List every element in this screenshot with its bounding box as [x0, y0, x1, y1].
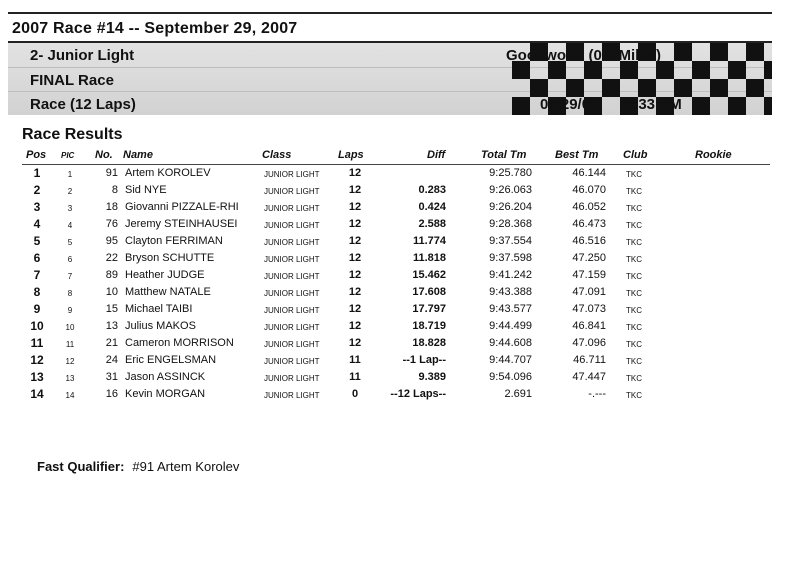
cell-total-time: 9:44.499 [489, 320, 532, 332]
cell-best-time: 46.711 [573, 354, 606, 366]
cell-pos: 5 [33, 234, 41, 248]
cell-number: 8 [111, 184, 118, 196]
cell-laps: 12 [348, 337, 362, 349]
cell-driver-name: Artem KOROLEV [125, 167, 211, 179]
cell-diff: 11.818 [412, 252, 446, 264]
cell-pic: 14 [65, 391, 75, 400]
cell-diff: 9.389 [418, 371, 446, 383]
cell-pos: 6 [33, 251, 41, 265]
cell-number: 76 [105, 218, 118, 230]
table-row [0, 302, 800, 319]
cell-number: 22 [105, 252, 118, 264]
cell-laps: 11 [349, 354, 361, 366]
checker-square [746, 79, 764, 97]
race-banner [8, 43, 772, 115]
checker-square [764, 61, 772, 79]
cell-club: TKC [626, 272, 642, 281]
checker-square [728, 97, 746, 115]
cell-pic: 10 [65, 323, 75, 332]
cell-total-time: 9:26.204 [489, 201, 532, 213]
cell-total-time: 9:28.368 [489, 218, 532, 230]
table-row [0, 370, 800, 387]
cell-number: 21 [105, 337, 118, 349]
table-row [0, 217, 800, 234]
cell-diff: 0.283 [418, 184, 446, 196]
cell-driver-name: Cameron MORRISON [125, 337, 234, 349]
cell-diff: 17.797 [412, 303, 446, 315]
cell-club: TKC [626, 357, 642, 366]
cell-class: JUNIOR LIGHT [264, 374, 320, 383]
cell-diff: 0.424 [418, 201, 446, 213]
cell-pos: 12 [30, 353, 44, 367]
cell-class: JUNIOR LIGHT [264, 187, 320, 196]
table-row [0, 200, 800, 217]
cell-diff: 18.719 [412, 320, 446, 332]
cell-club: TKC [626, 187, 642, 196]
cell-pic: 4 [67, 221, 73, 230]
race-time: 4:33 PM [625, 96, 682, 113]
cell-pos: 7 [33, 268, 41, 282]
cell-laps: 12 [348, 167, 362, 179]
cell-total-time: 9:43.577 [489, 303, 532, 315]
checker-square [674, 43, 692, 61]
cell-best-time: 46.052 [572, 201, 606, 213]
cell-club: TKC [626, 340, 642, 349]
cell-class: JUNIOR LIGHT [264, 170, 320, 179]
cell-club: TKC [626, 204, 642, 213]
cell-club: TKC [626, 255, 642, 264]
cell-driver-name: Jason ASSINCK [125, 371, 206, 383]
cell-club: TKC [626, 221, 642, 230]
cell-driver-name: Matthew NATALE [125, 286, 211, 298]
results-table [0, 166, 800, 404]
table-row [0, 387, 800, 404]
cell-number: 15 [105, 303, 118, 315]
cell-total-time: 9:44.608 [489, 337, 532, 349]
results-header [0, 149, 800, 165]
track-label: Goodwood (0.5 Miles) [506, 47, 662, 64]
cell-diff: 17.608 [412, 286, 446, 298]
cell-class: JUNIOR LIGHT [264, 323, 320, 332]
cell-total-time: 9:37.598 [489, 252, 532, 264]
col-name: Name [123, 149, 153, 161]
checker-square [674, 79, 692, 97]
table-row [0, 251, 800, 268]
cell-class: JUNIOR LIGHT [264, 255, 320, 264]
cell-pos: 4 [33, 217, 41, 231]
table-row [0, 166, 800, 183]
cell-pic: 7 [67, 272, 73, 281]
cell-best-time: 46.144 [572, 167, 606, 179]
checker-square [710, 43, 728, 61]
cell-pos: 11 [30, 336, 44, 350]
race-date: 09/29/07 [540, 96, 599, 113]
cell-driver-name: Heather JUDGE [125, 269, 205, 281]
cell-driver-name: Eric ENGELSMAN [125, 354, 217, 366]
checker-square [566, 79, 584, 97]
cell-total-time: 9:25.780 [489, 167, 532, 179]
col-best-time: Best Tm [555, 149, 599, 161]
checker-square [692, 61, 710, 79]
checker-square [710, 79, 728, 97]
cell-pos: 14 [30, 387, 44, 401]
session-label: FINAL Race [30, 72, 114, 89]
cell-total-time: 9:54.096 [489, 371, 532, 383]
cell-total-time: 9:26.063 [489, 184, 532, 196]
cell-best-time: 47.447 [572, 371, 606, 383]
checker-square [764, 97, 772, 115]
col-class: Class [262, 149, 292, 161]
cell-number: 18 [105, 201, 118, 213]
table-row [0, 234, 800, 251]
cell-best-time: 47.073 [572, 303, 606, 315]
cell-number: 16 [105, 388, 118, 400]
cell-best-time: 46.516 [572, 235, 606, 247]
division-label: 2- Junior Light [30, 47, 135, 64]
cell-club: TKC [626, 323, 642, 332]
cell-laps: 12 [348, 235, 362, 247]
checker-square [728, 61, 746, 79]
top-rule [8, 12, 772, 14]
checker-square [530, 79, 548, 97]
cell-pic: 3 [67, 204, 73, 213]
cell-club: TKC [626, 391, 642, 400]
cell-total-time: 2.691 [504, 388, 532, 400]
cell-class: JUNIOR LIGHT [264, 238, 320, 247]
cell-number: 31 [105, 371, 118, 383]
cell-pic: 1 [67, 170, 73, 179]
cell-laps: 12 [348, 286, 362, 298]
cell-class: JUNIOR LIGHT [264, 357, 320, 366]
cell-pos: 1 [33, 166, 41, 180]
cell-best-time: 46.841 [572, 320, 606, 332]
cell-pos: 2 [33, 183, 41, 197]
cell-pic: 8 [67, 289, 73, 298]
cell-class: JUNIOR LIGHT [264, 289, 320, 298]
cell-diff: 2.588 [418, 218, 446, 230]
col-rookie: Rookie [695, 149, 732, 161]
col-pos: Pos [26, 149, 47, 161]
cell-pos: 3 [33, 200, 41, 214]
cell-driver-name: Clayton FERRIMAN [125, 235, 223, 247]
cell-pic: 13 [65, 374, 75, 383]
cell-number: 10 [105, 286, 118, 298]
cell-class: JUNIOR LIGHT [264, 221, 320, 230]
checker-square [512, 97, 530, 115]
cell-class: JUNIOR LIGHT [264, 306, 320, 315]
cell-laps: 12 [348, 218, 362, 230]
col-laps: Laps [338, 149, 364, 161]
table-row [0, 285, 800, 302]
cell-pic: 12 [65, 357, 75, 366]
cell-number: 91 [105, 167, 118, 179]
cell-pic: 11 [65, 340, 75, 349]
table-row [0, 319, 800, 336]
cell-club: TKC [626, 238, 642, 247]
cell-diff: 15.462 [412, 269, 446, 281]
cell-driver-name: Jeremy STEINHAUSEI [125, 218, 238, 230]
cell-class: JUNIOR LIGHT [264, 391, 320, 400]
cell-best-time: 47.091 [572, 286, 606, 298]
cell-laps: 12 [348, 184, 362, 196]
cell-club: TKC [626, 289, 642, 298]
cell-club: TKC [626, 306, 642, 315]
cell-pos: 10 [30, 319, 44, 333]
cell-number: 24 [105, 354, 118, 366]
cell-pos: 13 [30, 370, 44, 384]
table-row [0, 336, 800, 353]
cell-pic: 2 [67, 187, 73, 196]
cell-laps: 12 [348, 303, 362, 315]
cell-club: TKC [626, 170, 642, 179]
cell-driver-name: Julius MAKOS [125, 320, 196, 332]
cell-total-time: 9:44.707 [489, 354, 532, 366]
col-no: No. [95, 149, 113, 161]
cell-best-time: 47.096 [572, 337, 606, 349]
cell-pos: 8 [33, 285, 41, 299]
fast-qualifier [37, 459, 239, 474]
cell-driver-name: Bryson SCHUTTE [125, 252, 215, 264]
col-diff: Diff [427, 149, 446, 161]
cell-number: 95 [105, 235, 118, 247]
cell-diff: 11.774 [412, 235, 446, 247]
checker-square [692, 97, 710, 115]
cell-class: JUNIOR LIGHT [264, 204, 320, 213]
cell-total-time: 9:41.242 [489, 269, 532, 281]
cell-total-time: 9:43.388 [489, 286, 532, 298]
cell-driver-name: Michael TAIBI [125, 303, 193, 315]
cell-pos: 9 [33, 302, 41, 316]
fast-qualifier-label: Fast Qualifier: [37, 459, 125, 474]
cell-diff: --12 Laps-- [390, 388, 446, 400]
checker-square [746, 43, 764, 61]
cell-club: TKC [626, 374, 642, 383]
race-type-label: Race (12 Laps) [30, 96, 136, 113]
table-row [0, 268, 800, 285]
cell-driver-name: Giovanni PIZZALE-RHI [125, 201, 239, 213]
cell-laps: 12 [348, 252, 362, 264]
cell-pic: 9 [67, 306, 73, 315]
cell-number: 89 [105, 269, 118, 281]
cell-diff: --1 Lap-- [402, 354, 446, 366]
fast-qualifier-value: #91 Artem Korolev [132, 459, 240, 474]
table-row [0, 353, 800, 370]
cell-laps: 0 [351, 388, 359, 400]
col-total-time: Total Tm [481, 149, 527, 161]
cell-driver-name: Kevin MORGAN [125, 388, 206, 400]
cell-total-time: 9:37.554 [489, 235, 532, 247]
cell-pic: 5 [67, 238, 73, 247]
checker-square [638, 79, 656, 97]
cell-best-time: -.--- [588, 388, 606, 400]
cell-best-time: 46.473 [572, 218, 606, 230]
cell-laps: 12 [348, 320, 362, 332]
cell-class: JUNIOR LIGHT [264, 340, 320, 349]
cell-diff: 18.828 [412, 337, 446, 349]
section-title: Race Results [22, 126, 123, 143]
checker-square [602, 79, 620, 97]
page-title: 2007 Race #14 -- September 29, 2007 [12, 20, 298, 37]
cell-laps: 11 [349, 371, 361, 383]
col-pic: PIC [61, 151, 75, 160]
cell-laps: 12 [348, 201, 362, 213]
cell-laps: 12 [348, 269, 362, 281]
col-club: Club [623, 149, 648, 161]
header-rule [22, 164, 770, 165]
table-row [0, 183, 800, 200]
cell-driver-name: Sid NYE [125, 184, 167, 196]
cell-class: JUNIOR LIGHT [264, 272, 320, 281]
cell-best-time: 47.250 [572, 252, 606, 264]
cell-best-time: 47.159 [572, 269, 606, 281]
cell-pic: 6 [67, 255, 73, 264]
cell-number: 13 [105, 320, 118, 332]
cell-best-time: 46.070 [572, 184, 606, 196]
